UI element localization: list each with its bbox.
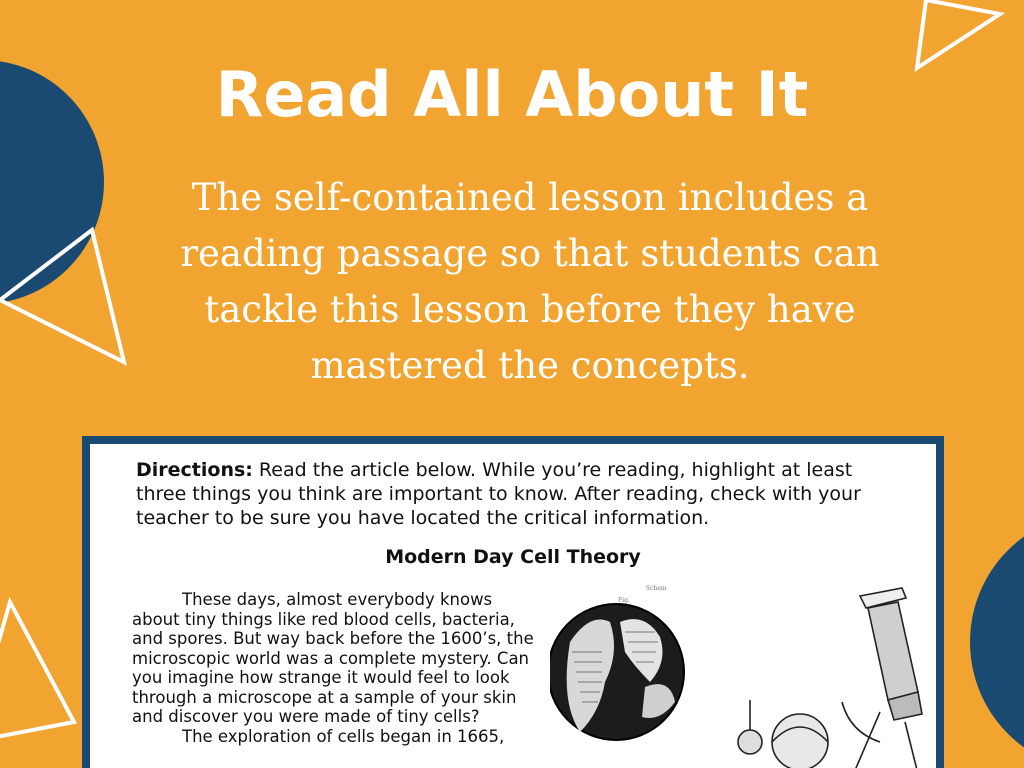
svg-text:Fig.: Fig. — [618, 597, 630, 604]
directions-label: Directions: — [136, 459, 253, 481]
article-title-text: Modern Day Cell Theory — [385, 546, 641, 568]
worksheet-preview — [90, 444, 936, 768]
worksheet-directions — [136, 458, 906, 530]
worksheet-preview-frame — [82, 436, 944, 768]
page-title: Read All About It — [215, 58, 809, 131]
article-body — [132, 590, 542, 746]
microscope-image — [730, 588, 922, 768]
microscope-illustration — [550, 582, 936, 768]
article-paragraph-1: These days, almost everybody knows about tiny things like red blood cells, bacteria, and spores. But way back before the 1600’s, the microscopic world was a complete mystery. Can you imagine how strange it would feel to look through a microscope at a sample of your skin and discover you were made of tiny cells? — [132, 590, 534, 726]
article-paragraph-2: The exploration of cells began in 1665, — [182, 726, 505, 746]
triangle-outline-left-lower — [0, 602, 74, 742]
article-title — [90, 546, 936, 568]
cork-cells-image — [550, 585, 684, 740]
directions-text: Read the article below. While you’re reading, highlight at least three things you think are important to know. After reading, check with your teacher to be sure you have located the critical information. — [136, 459, 861, 529]
triangle-outline-left-upper — [0, 230, 124, 362]
page-subtitle: The self-contained lesson includes a reading passage so that students can tackle this lesson before they have mastered the concepts. — [180, 176, 880, 387]
svg-text:Schem: Schem — [646, 585, 667, 592]
navy-circle-right — [970, 512, 1024, 768]
